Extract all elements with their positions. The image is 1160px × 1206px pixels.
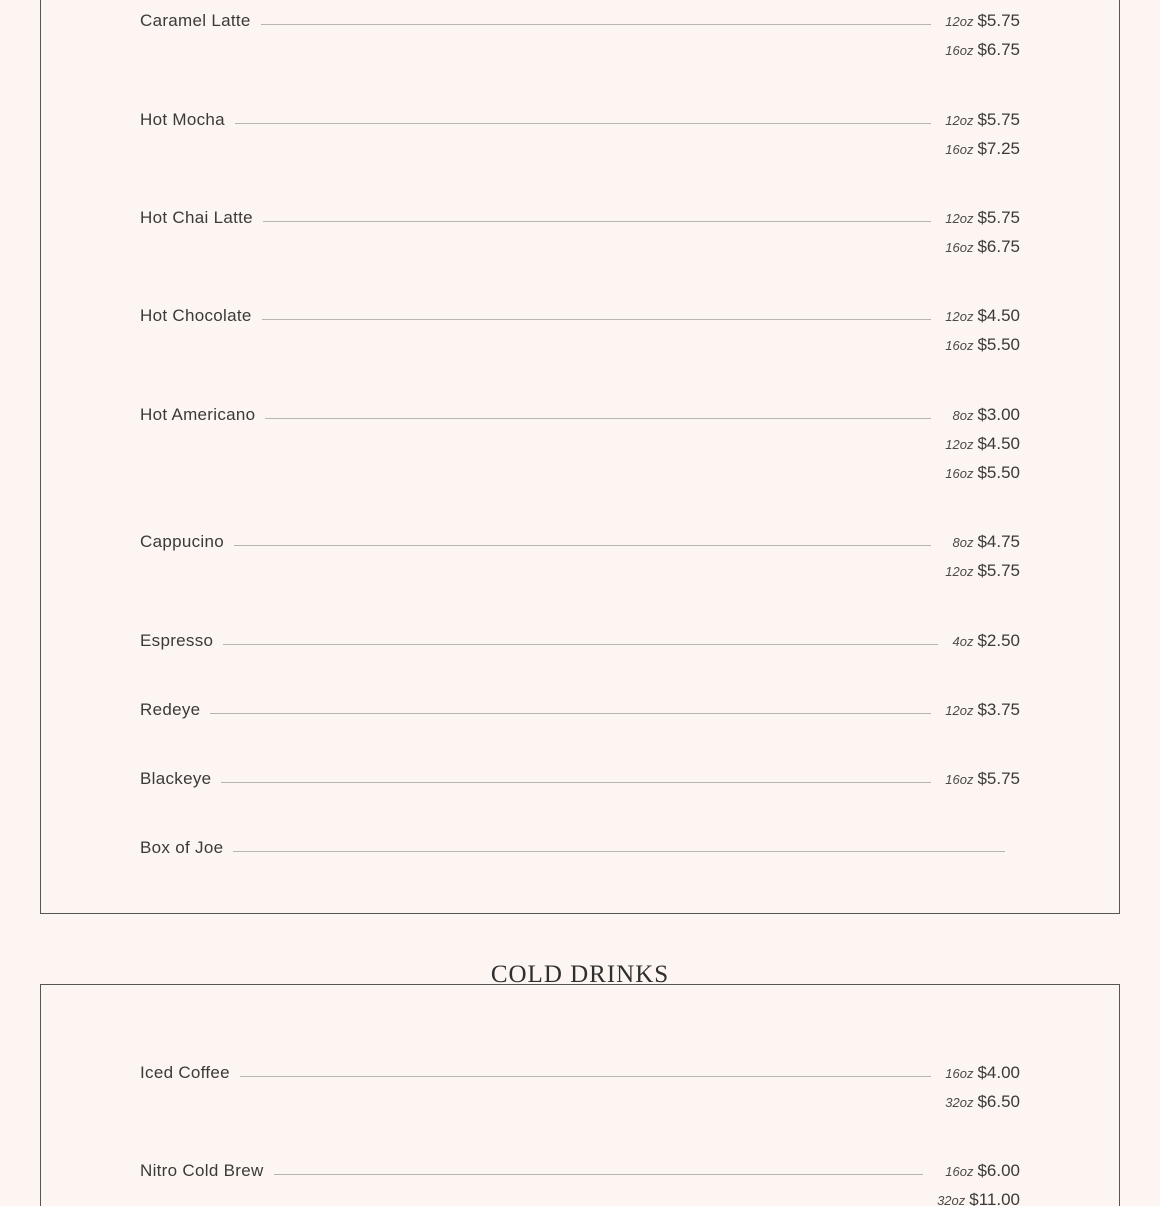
price-list (945, 205, 1020, 263)
size-label: 16oz (945, 1164, 974, 1179)
price-line (945, 107, 1020, 136)
size-label: 12oz (945, 703, 974, 718)
price-amount: $4.00 (977, 1063, 1020, 1082)
dotted-leader (223, 628, 938, 645)
price-amount: $4.50 (977, 434, 1020, 453)
size-label: 8oz (952, 408, 974, 423)
price-list (945, 697, 1020, 726)
dotted-leader (235, 107, 931, 124)
price-amount: $7.25 (977, 139, 1020, 158)
price-amount: $5.75 (977, 110, 1020, 129)
size-label: 16oz (945, 466, 974, 481)
price-list (945, 303, 1020, 361)
size-label: 16oz (945, 142, 974, 157)
item-name: Box of Joe (140, 838, 224, 857)
price-amount: $6.75 (977, 40, 1020, 59)
menu-item-nitro-cold-brew (140, 1158, 1020, 1206)
dotted-leader (262, 303, 932, 320)
price-amount: $5.50 (977, 463, 1020, 482)
dotted-leader (274, 1158, 924, 1175)
item-name: Hot Chocolate (140, 306, 252, 325)
size-label: 16oz (945, 1066, 974, 1081)
price-amount: $6.00 (977, 1161, 1020, 1180)
price-amount: $6.50 (977, 1092, 1020, 1111)
item-name: Blackeye (140, 769, 212, 788)
price-amount: $6.75 (977, 237, 1020, 256)
size-label: 12oz (945, 211, 974, 226)
price-line (945, 205, 1020, 234)
price-line (945, 37, 1020, 66)
menu-item-caramel-latte (140, 8, 1020, 59)
price-list (945, 766, 1020, 795)
menu-item-espresso (140, 628, 1020, 657)
dotted-leader (263, 205, 931, 222)
price-line (945, 1158, 1020, 1187)
size-label: 12oz (945, 113, 974, 128)
price-line (945, 766, 1020, 795)
menu-item-hot-chocolate (140, 303, 1020, 354)
dotted-leader (234, 529, 931, 546)
price-list (945, 107, 1020, 165)
menu-item-hot-chai-latte (140, 205, 1020, 256)
size-label: 32oz (945, 1095, 974, 1110)
price-amount: $4.50 (977, 306, 1020, 325)
item-name: Espresso (140, 631, 214, 650)
menu-item-redeye (140, 697, 1020, 726)
dotted-leader (265, 402, 931, 419)
price-line (952, 402, 1020, 431)
item-name: Iced Coffee (140, 1063, 230, 1082)
price-list (937, 1158, 1020, 1206)
price-list (945, 402, 1020, 489)
size-label: 16oz (945, 338, 974, 353)
menu-item-hot-americano (140, 402, 1020, 482)
price-list (945, 8, 1020, 66)
price-amount: $3.75 (977, 700, 1020, 719)
size-label: 12oz (945, 309, 974, 324)
price-line (945, 332, 1020, 361)
price-amount: $5.75 (977, 11, 1020, 30)
cold-drinks-heading: COLD DRINKS (479, 957, 681, 997)
price-amount: $4.75 (977, 532, 1020, 551)
price-line (945, 1089, 1020, 1118)
dotted-leader (210, 697, 931, 714)
size-label: 12oz (945, 437, 974, 452)
price-list (952, 628, 1020, 657)
dotted-leader (233, 835, 1005, 852)
menu-item-iced-coffee (140, 1060, 1020, 1111)
price-line (945, 303, 1020, 332)
item-name: Hot Mocha (140, 110, 225, 129)
price-line (952, 628, 1020, 657)
price-line (945, 234, 1020, 263)
price-line (937, 1187, 1020, 1206)
price-line (945, 558, 1020, 587)
size-label: 12oz (945, 14, 974, 29)
size-label: 16oz (945, 240, 974, 255)
size-label: 32oz (937, 1193, 966, 1206)
item-name: Hot Americano (140, 405, 256, 424)
price-line (945, 1060, 1020, 1089)
dotted-leader (261, 8, 932, 25)
price-amount: $11.00 (969, 1190, 1020, 1206)
item-name: Redeye (140, 700, 201, 719)
price-line (945, 460, 1020, 489)
size-label: 8oz (952, 535, 974, 550)
price-amount: $5.75 (977, 769, 1020, 788)
price-amount: $5.50 (977, 335, 1020, 354)
dotted-leader (240, 1060, 931, 1077)
price-line (945, 8, 1020, 37)
price-amount: $5.75 (977, 208, 1020, 227)
menu-item-blackeye (140, 766, 1020, 795)
item-name: Cappucino (140, 532, 224, 551)
size-label: 4oz (952, 634, 974, 649)
menu-item-hot-mocha (140, 107, 1020, 158)
price-list (945, 1060, 1020, 1118)
item-name: Nitro Cold Brew (140, 1161, 264, 1180)
item-name: Hot Chai Latte (140, 208, 253, 227)
menu-item-box-of-joe (140, 835, 1020, 864)
price-amount: $3.00 (977, 405, 1020, 424)
price-line (952, 529, 1020, 558)
dotted-leader (221, 766, 931, 783)
price-line (945, 697, 1020, 726)
price-line (945, 431, 1020, 460)
size-label: 12oz (945, 564, 974, 579)
size-label: 16oz (945, 772, 974, 787)
item-name: Caramel Latte (140, 11, 251, 30)
price-list (945, 529, 1020, 587)
menu-item-cappucino (140, 529, 1020, 580)
size-label: 16oz (945, 43, 974, 58)
price-amount: $5.75 (977, 561, 1020, 580)
price-amount: $2.50 (977, 631, 1020, 650)
price-line (945, 136, 1020, 165)
